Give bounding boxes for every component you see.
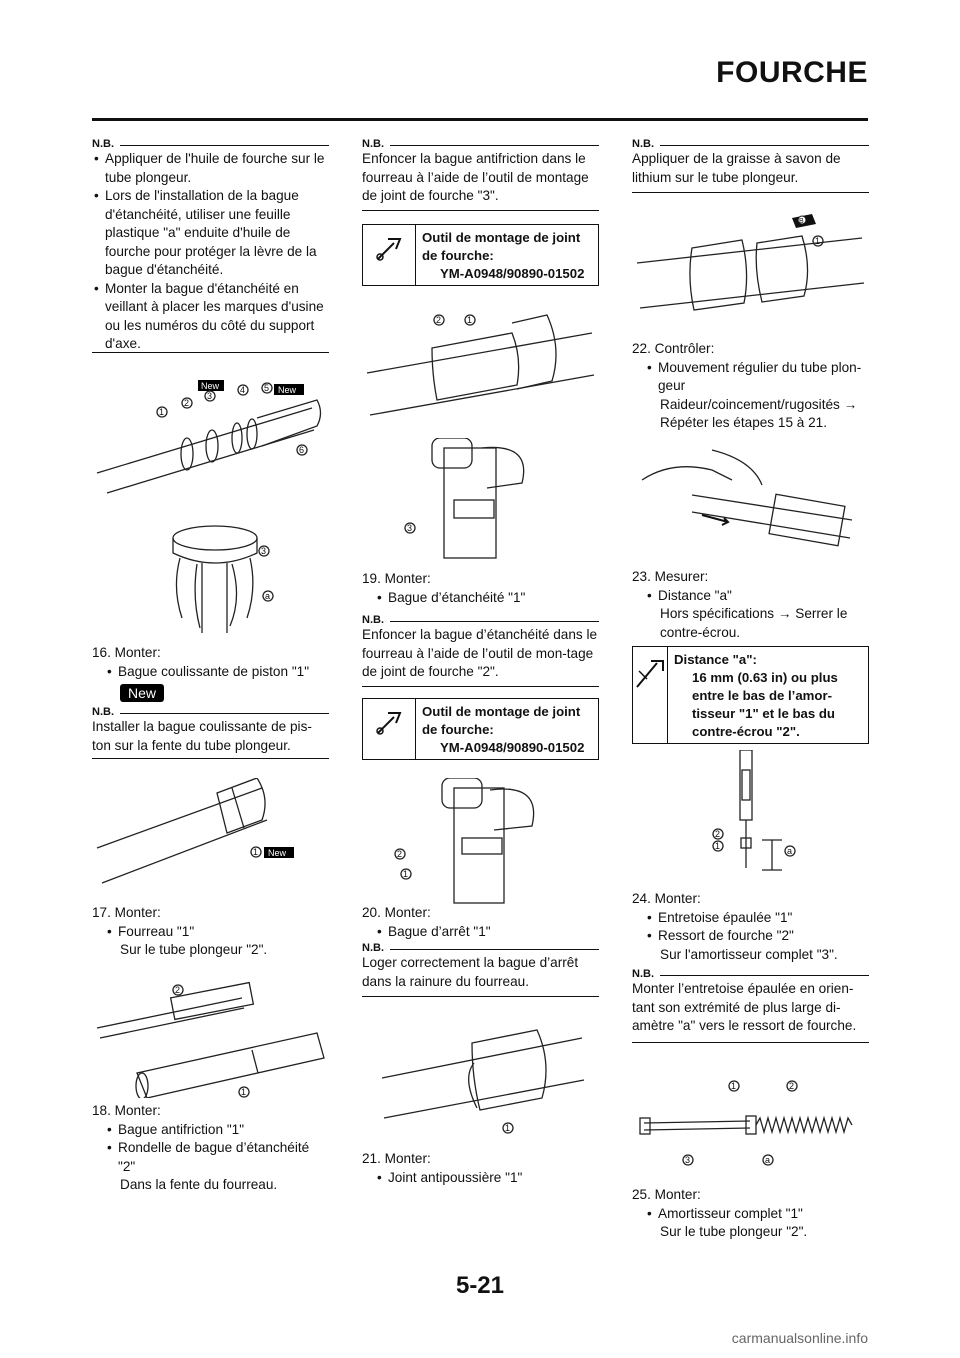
callout-3: 3 xyxy=(207,391,213,401)
step-23-title: 23. Mesurer: xyxy=(632,569,709,584)
new-badge-text: New xyxy=(268,848,287,858)
step-21-item: • Joint antipoussière "1" xyxy=(375,1169,599,1188)
step-16-title: 16. Monter: xyxy=(92,645,161,660)
page-title: FOURCHE xyxy=(716,56,868,89)
tool-name: de fourche: xyxy=(422,722,494,737)
callout-2: 2 xyxy=(436,315,442,325)
nb-bullet: • Monter la bague d'étanchéité en veillant à placer les marques d'usine ou les numéros du côté du support d'axe. xyxy=(92,280,329,354)
tool-box xyxy=(362,698,599,760)
page-number: 5-21 xyxy=(455,1272,505,1299)
nb-label: N.B. xyxy=(362,138,384,150)
nb-end-rule xyxy=(92,352,329,353)
tool-icon xyxy=(374,235,404,263)
step-19-item: • Bague d’étanchéité "1" xyxy=(375,589,599,608)
step-24-title: 24. Monter: xyxy=(632,891,701,906)
figure-stopper-ring xyxy=(362,1018,599,1138)
nb-end-rule xyxy=(362,996,599,997)
figure-oil-seal-install xyxy=(362,778,599,908)
grease-b-label: B xyxy=(799,218,804,225)
step-22-sub: Raideur/coincement/rugosités xyxy=(660,396,840,412)
nb-block xyxy=(92,138,329,354)
step-25-title: 25. Monter: xyxy=(632,1187,701,1202)
callout-a: a xyxy=(265,591,271,601)
callout-1: 1 xyxy=(505,1123,511,1133)
step-18-item: • Bague antifriction "1" xyxy=(105,1121,329,1140)
callout-3: 3 xyxy=(685,1155,691,1165)
figure-outer-tube xyxy=(92,978,329,1098)
nb-text: Enfoncer la bague antifriction dans le fourreau à l’aide de l’outil de montage de joint de fourche "3". xyxy=(362,151,589,203)
nb-text: Loger correctement la bague d’arrêt dans la rainure du fourreau. xyxy=(362,955,579,989)
step-20-title: 20. Monter: xyxy=(362,905,431,920)
figure-damper-distance xyxy=(632,750,869,880)
step-20-item: • Bague d’arrêt "1" xyxy=(375,923,599,942)
tool-code: YM-A0948/90890-01502 xyxy=(440,266,585,281)
nb-label: N.B. xyxy=(362,942,384,954)
nb-text: Enfoncer la bague d’étanchéité dans le fourreau à l’aide de l’outil de mon-tage de joint de fourche "2". xyxy=(362,627,598,679)
step-24-item: • Entretoise épaulée "1" xyxy=(645,909,869,928)
nb-label: N.B. xyxy=(92,138,114,150)
callout-1: 1 xyxy=(241,1087,247,1097)
nb-bullet: • Lors de l'installation de la bague d'étanchéité, utiliser une feuille plastique "a" enduite d'huile de fourche pour protéger la lèvre de la bague d'étanchéité. xyxy=(92,187,329,280)
callout-1: 1 xyxy=(731,1081,737,1091)
tool-name: Outil de montage de joint xyxy=(422,704,581,719)
step-19-title: 19. Monter: xyxy=(362,571,431,586)
step-24-sub: Sur l'amortisseur complet "3". xyxy=(660,946,838,962)
nb-bullet: • Appliquer de l'huile de fourche sur le tube plongeur. xyxy=(92,150,329,187)
measure-icon xyxy=(633,657,667,691)
callout-2: 2 xyxy=(175,985,181,995)
nb-text: Installer la bague coulissante de pis-ton sur la fente du tube plongeur. xyxy=(92,719,312,753)
figure-fork-seal-install xyxy=(92,368,329,518)
callout-1: 1 xyxy=(715,841,721,851)
new-badge: New xyxy=(120,684,164,702)
spec-label: Distance "a": xyxy=(674,652,757,667)
step-17-title: 17. Monter: xyxy=(92,905,161,920)
callout-2: 2 xyxy=(397,849,403,859)
nb-end-rule xyxy=(362,210,599,211)
nb-label: N.B. xyxy=(92,706,114,718)
step-21-title: 21. Monter: xyxy=(362,1151,431,1166)
step-25-item: • Amortisseur complet "1" xyxy=(645,1205,869,1224)
nb-end-rule xyxy=(632,1042,869,1043)
tool-box xyxy=(362,224,599,286)
new-badge-text: New xyxy=(278,385,297,395)
step-18-title: 18. Monter: xyxy=(92,1103,161,1118)
callout-5: 5 xyxy=(264,383,270,393)
callout-2: 2 xyxy=(789,1081,795,1091)
step-23-sub: Hors spécifications xyxy=(660,606,775,621)
nb-end-rule xyxy=(92,758,329,759)
callout-1: 1 xyxy=(467,315,473,325)
nb-text: Monter l’entretoise épaulée en orien-tant son extrémité de plus large di-amètre "a" vers le ressort de fourche. xyxy=(632,981,857,1033)
callout-1: 1 xyxy=(403,869,409,879)
nb-label: N.B. xyxy=(632,138,654,150)
figure-damper-spring xyxy=(632,1068,869,1178)
step-24-item: • Ressort de fourche "2" xyxy=(645,927,869,946)
callout-3: 3 xyxy=(261,546,267,556)
nb-label: N.B. xyxy=(362,614,384,626)
figure-dust-seal-grease xyxy=(632,208,869,338)
nb-text: Appliquer de la graisse à savon de lithium sur le tube plongeur. xyxy=(632,151,841,185)
step-23-item: • Distance "a" xyxy=(645,587,869,606)
figure-antifriction-bushing xyxy=(362,303,599,423)
figure-piston-slide-bushing xyxy=(92,778,329,888)
step-22-item: • Mouvement régulier du tube plon-geur xyxy=(645,359,869,396)
callout-a: a xyxy=(765,1155,771,1165)
header-rule xyxy=(92,118,868,121)
nb-end-rule xyxy=(362,686,599,687)
callout-2: 2 xyxy=(715,829,721,839)
callout-3: 3 xyxy=(407,523,413,533)
step-25-sub: Sur le tube plongeur "2". xyxy=(660,1224,808,1239)
callout-1: 1 xyxy=(159,407,165,417)
step-23-sub: Serrer le contre-écrou. xyxy=(660,606,848,640)
step-22-sub: Répéter les étapes 15 à 21. xyxy=(660,415,828,430)
step-18-item: • Rondelle de bague d’étanchéité "2" xyxy=(105,1139,329,1176)
callout-4: 4 xyxy=(240,385,246,395)
tool-code: YM-A0948/90890-01502 xyxy=(440,740,585,755)
tool-name: Outil de montage de joint xyxy=(422,230,581,245)
arrow-right-icon: → xyxy=(843,396,858,412)
callout-a: a xyxy=(787,846,793,856)
step-18-sub: Dans la fente du fourreau. xyxy=(120,1177,278,1192)
step-22-title: 22. Contrôler: xyxy=(632,341,715,356)
callout-2: 2 xyxy=(184,398,190,408)
spec-box xyxy=(632,646,869,744)
watermark: carmanualsonline.info xyxy=(731,1330,868,1346)
step-17-item: • Fourreau "1" xyxy=(105,923,329,942)
spec-value: 16 mm (0.63 in) ou plus entre le bas de l’amor-tisseur "1" et le bas du contre-écrou "2". xyxy=(692,670,838,739)
figure-seal-plastic xyxy=(92,518,329,638)
callout-1: 1 xyxy=(815,236,821,246)
figure-seal-driver xyxy=(362,438,599,568)
figure-inner-tube-check xyxy=(632,440,869,560)
arrow-right-icon: → xyxy=(777,606,792,621)
callout-6: 6 xyxy=(299,445,305,455)
nb-label: N.B. xyxy=(632,968,654,980)
tool-name: de fourche: xyxy=(422,248,494,263)
callout-1: 1 xyxy=(253,847,259,857)
step-17-sub: Sur le tube plongeur "2". xyxy=(120,942,268,957)
nb-end-rule xyxy=(632,192,869,193)
tool-icon xyxy=(374,709,404,737)
step-16-item: • Bague coulissante de piston "1" xyxy=(105,663,329,682)
new-badge-text: New xyxy=(201,381,220,391)
